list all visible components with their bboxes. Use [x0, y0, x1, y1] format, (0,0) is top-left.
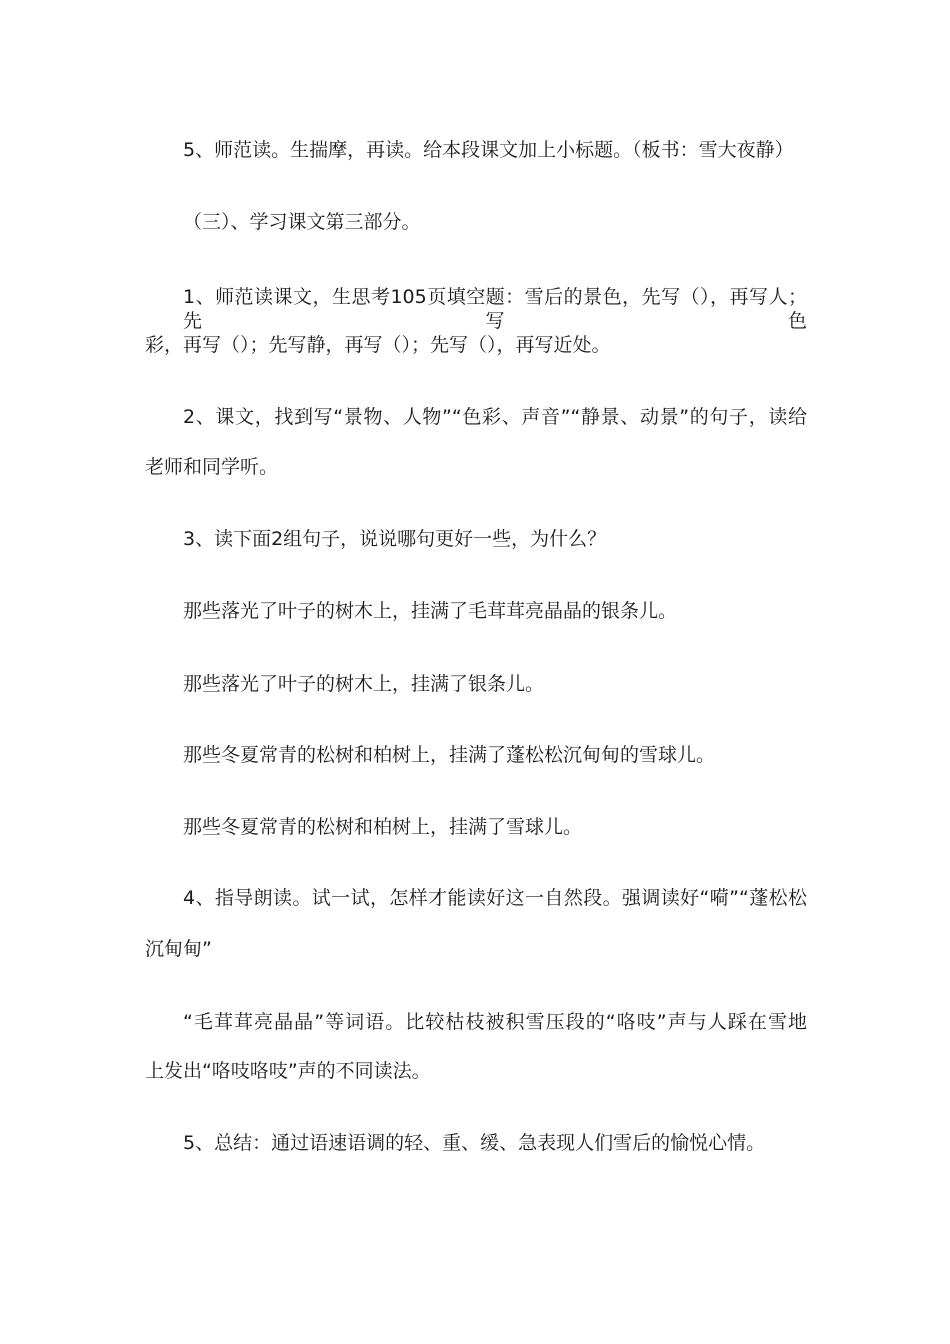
paragraph-step-4b-line-1: “毛茸茸亮晶晶”等词语。比较枯枝被积雪压段的“咯吱”声与人踩在雪地	[183, 1011, 807, 1033]
example-sentence-1a: 那些落光了叶子的树木上，挂满了毛茸茸亮晶晶的银条儿。	[183, 600, 678, 622]
paragraph-step-4-line-2: 沉甸甸”	[145, 938, 212, 960]
paragraph-step-2-line-1: 2、课文，找到写“景物、人物”“色彩、声音”“静景、动景”的句子，读给	[183, 406, 807, 428]
section-heading-part-three: （三）、学习课文第三部分。	[183, 211, 421, 233]
paragraph-step-1-line-2: 彩，再写（）；先写静，再写（）；先写（），再写近处。	[145, 334, 611, 356]
paragraph-step-2-line-2: 老师和同学听。	[145, 456, 279, 478]
example-sentence-2b: 那些冬夏常青的松树和柏树上，挂满了雪球儿。	[183, 816, 583, 838]
example-sentence-2a: 那些冬夏常青的松树和柏树上，挂满了蓬松松沉甸甸的雪球儿。	[183, 744, 716, 766]
paragraph-step-4b-line-2: 上发出“咯吱咯吱”声的不同读法。	[145, 1060, 431, 1082]
paragraph-step-5-reading: 5、师范读。生揣摩，再读。给本段课文加上小标题。（板书：雪大夜静）	[183, 139, 794, 161]
paragraph-step-3: 3、读下面2组句子，说说哪句更好一些，为什么？	[183, 528, 607, 550]
paragraph-step-4-line-1: 4、指导朗读。试一试，怎样才能读好这一自然段。强调读好“嗬”“蓬松松	[183, 887, 807, 909]
paragraph-step-1-line-1: 1、师范读课文，生思考105页填空题：雪后的景色，先写（），再写人；先写色	[183, 286, 807, 332]
example-sentence-1b: 那些落光了叶子的树木上，挂满了银条儿。	[183, 673, 545, 695]
paragraph-step-5-summary: 5、总结：通过语速语调的轻、重、缓、急表现人们雪后的愉悦心情。	[183, 1132, 766, 1154]
